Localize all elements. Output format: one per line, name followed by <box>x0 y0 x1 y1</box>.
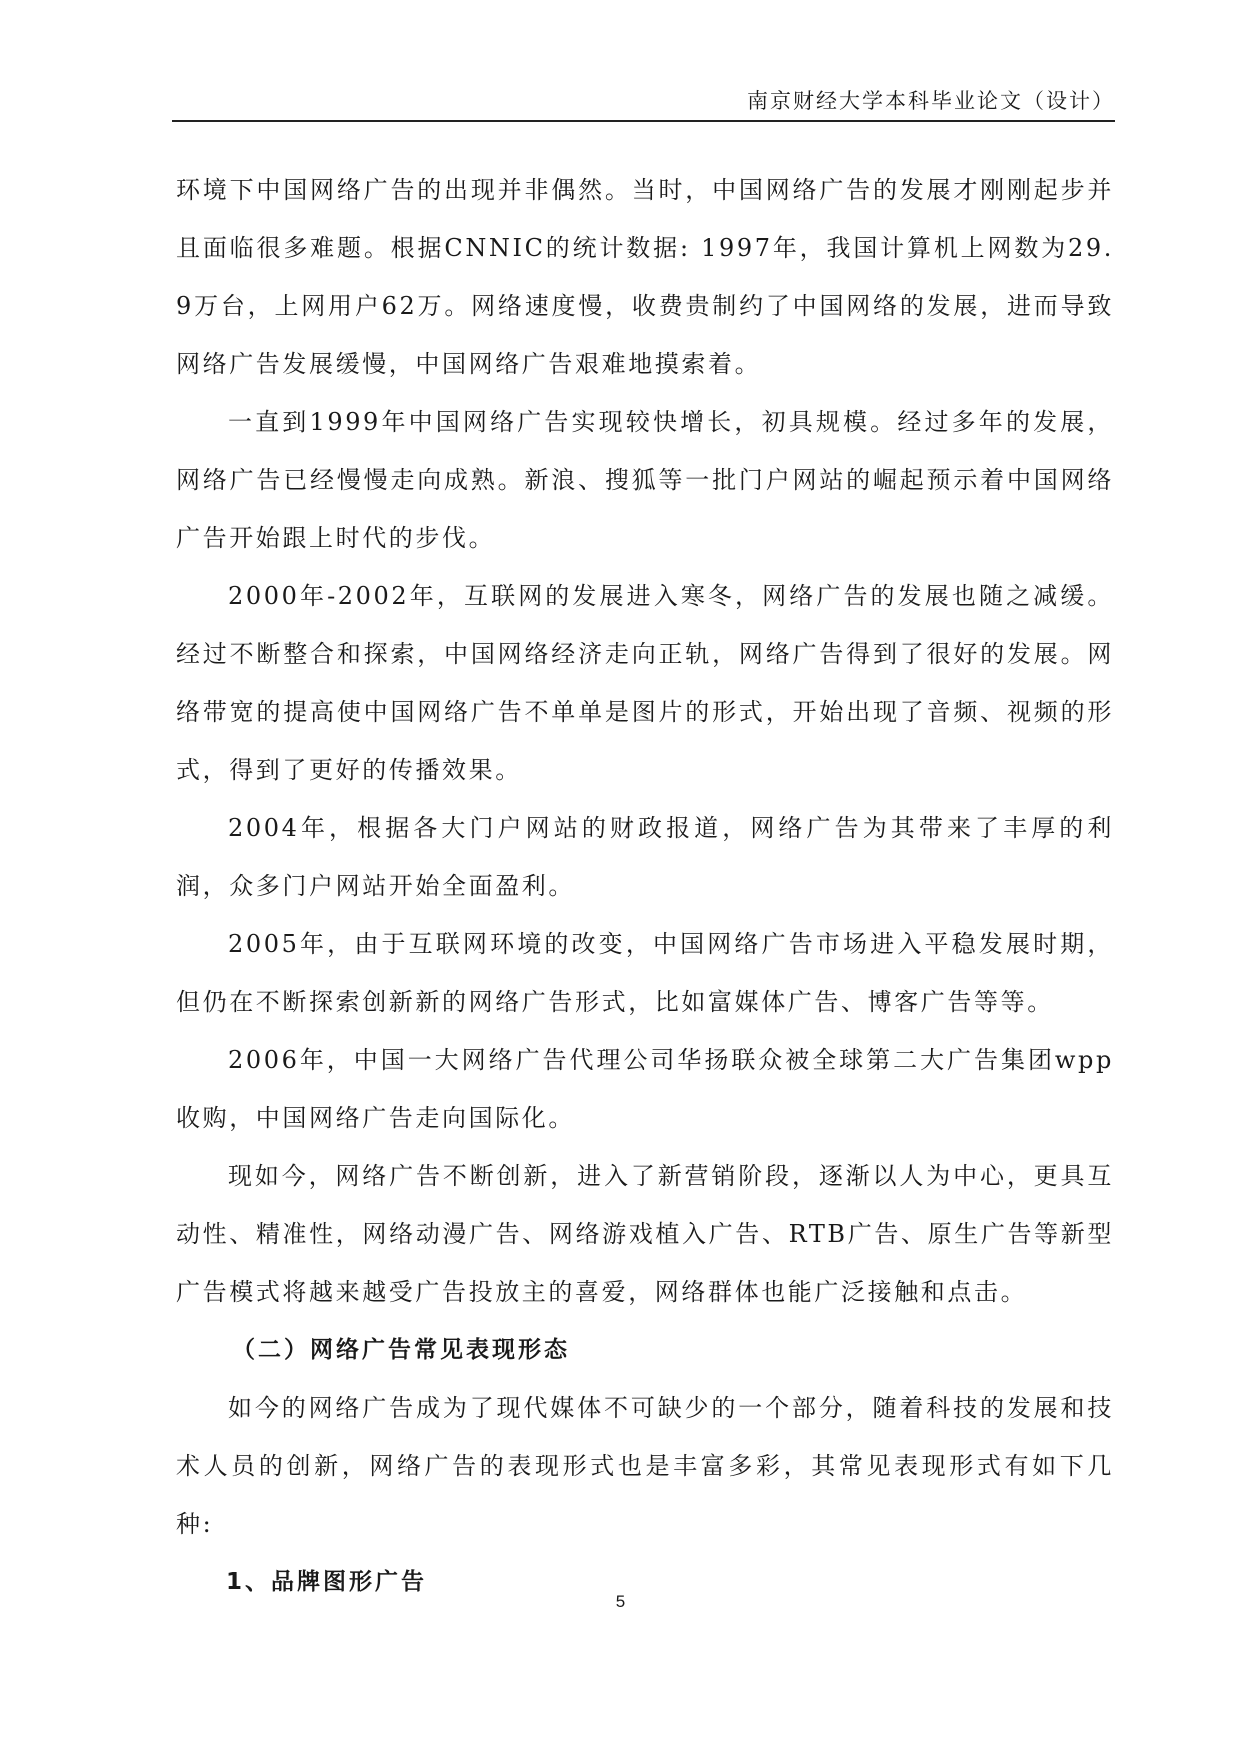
page-body <box>176 161 1114 1611</box>
paragraph-2004: 2004年，根据各大门户网站的财政报道，网络广告为其带来了丰厚的利润，众多门户网站开始全面盈利。 <box>176 814 1114 900</box>
paragraph-2005: 2005年，由于互联网环境的改变，中国网络广告市场进入平稳发展时期，但仍在不断探索创新新的网络广告形式，比如富媒体广告、博客广告等等。 <box>176 930 1114 1016</box>
header-title: 南京财经大学本科毕业论文（设计） <box>747 89 1115 113</box>
section-paragraph: 如今的网络广告成为了现代媒体不可缺少的一个部分，随着科技的发展和技术人员的创新，网络广告的表现形式也是丰富多彩，其常见表现形式有如下几种: <box>176 1394 1114 1538</box>
page-header <box>172 86 1115 122</box>
page-number: 5 <box>615 1592 626 1611</box>
paragraph-2006: 2006年，中国一大网络广告代理公司华扬联众被全球第二大广告集团wpp收购，中国网络广告走向国际化。 <box>176 1046 1114 1132</box>
paragraph-1999: 一直到1999年中国网络广告实现较快增长，初具规模。经过多年的发展，网络广告已经慢慢走向成熟。新浪、搜狐等一批门户网站的崛起预示着中国网络广告开始跟上时代的步伐。 <box>176 408 1114 552</box>
paragraph-present: 现如今，网络广告不断创新，进入了新营销阶段，逐渐以人为中心，更具互动性、精准性，网络动漫广告、网络游戏植入广告、RTB广告、原生广告等新型广告模式将越来越受广告投放主的喜爱，网络群体也能广泛接触和点击。 <box>176 1162 1114 1306</box>
paragraph-2000-2002: 2000年-2002年，互联网的发展进入寒冬，网络广告的发展也随之减缓。经过不断整合和探索，中国网络经济走向正轨，网络广告得到了很好的发展。网络带宽的提高使中国网络广告不单单是图片的形式，开始出现了音频、视频的形式，得到了更好的传播效果。 <box>176 582 1114 784</box>
paragraph-continuation: 环境下中国网络广告的出现并非偶然。当时，中国网络广告的发展才刚刚起步并且面临很多难题。根据CNNIC的统计数据: 1997年，我国计算机上网数为29.9万台，上网用户62万。网络速度慢，收费贵制约了中国网络的发展，进而导致网络广告发展缓慢，中国网络广告艰难地摸索着。 <box>176 176 1114 378</box>
subsection-heading: 1、品牌图形广告 <box>226 1569 428 1595</box>
section-heading: （二）网络广告常见表现形态 <box>232 1337 570 1363</box>
